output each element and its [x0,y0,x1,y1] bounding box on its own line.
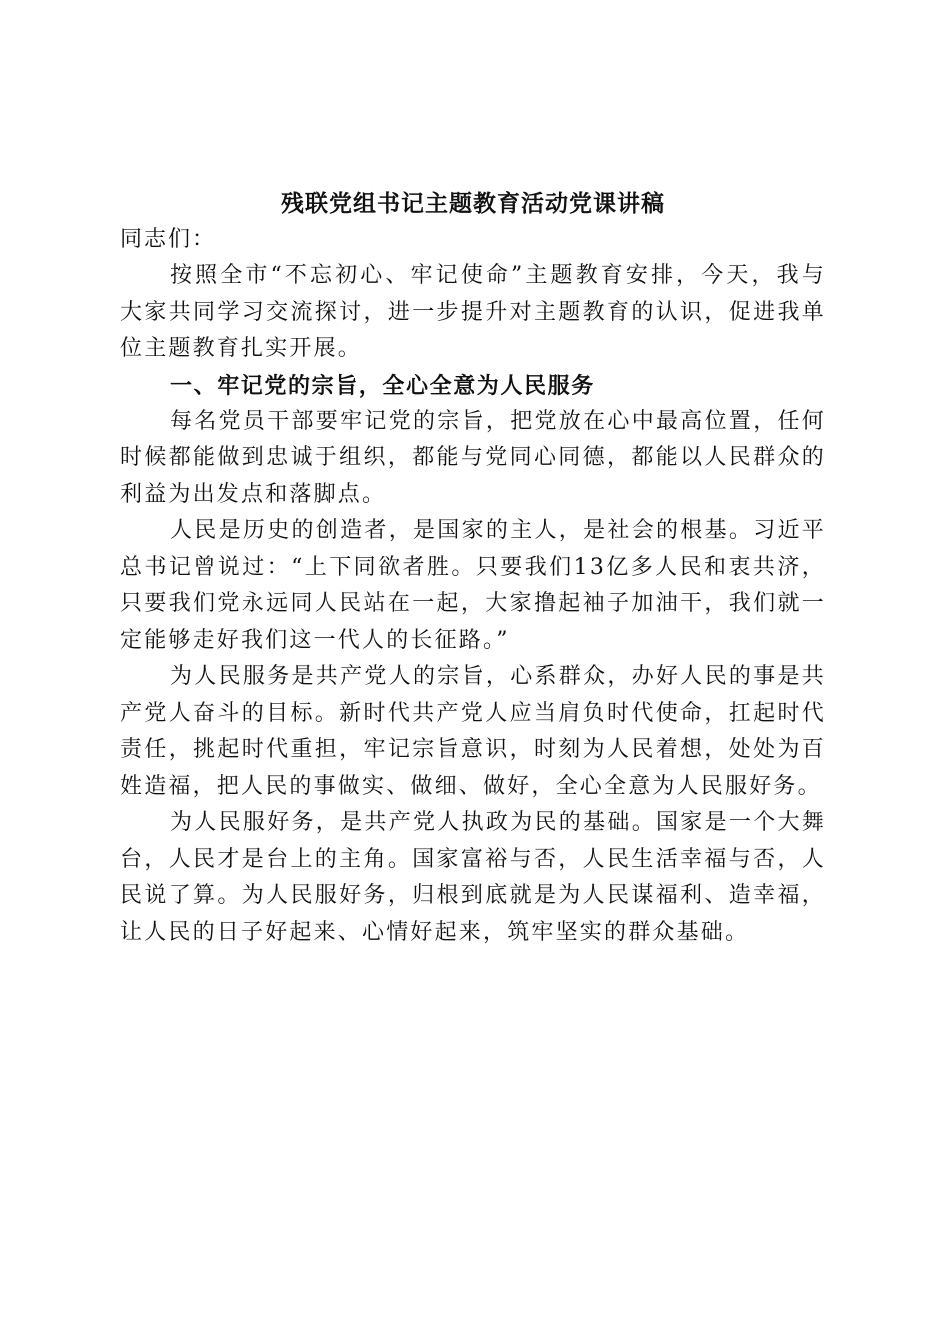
intro-paragraph: 按照全市“不忘初心、牢记使命”主题教育安排，今天，我与大家共同学习交流探讨，进一步提升对主题教育的认识，促进我单位主题教育扎实开展。 [120,263,826,361]
document-body [120,186,826,951]
body-paragraph: 为人民服好务，是共产党人执政为民的基础。国家是一个大舞台，人民才是台上的主角。国家富裕与否，人民生活幸福与否，人民说了算。为人民服好务，归根到底就是为人民谋福利、造幸福，让人民的日子好起来、心情好起来，筑牢坚实的群众基础。 [120,810,826,945]
body-paragraph: 为人民服务是共产党人的宗旨，心系群众，办好人民的事是共产党人奋斗的目标。新时代共产党人应当肩负时代使命，扛起时代责任，挑起时代重担，牢记宗旨意识，时刻为人民着想，处处为百姓造福，把人民的事做实、做细、做好，全心全意为人民服好务。 [120,664,826,799]
section-heading-1: 一、牢记党的宗旨，全心全意为人民服务 [170,372,595,399]
body-paragraph: 每名党员干部要牢记党的宗旨，把党放在心中最高位置，任何时候都能做到忠诚于组织，都能与党同心同德，都能以人民群众的利益为出发点和落脚点。 [120,408,826,507]
document-title: 残联党组书记主题教育活动党课讲稿 [281,190,665,217]
body-paragraph: 人民是历史的创造者，是国家的主人，是社会的根基。习近平总书记曾说过：“上下同欲者胜。只要我们13亿多人民和衷共济，只要我们党永远同人民站在一起，大家撸起袖子加油干，我们就一定能够走好我们这一代人的长征路。” [120,518,826,653]
salutation: 同志们： [120,227,217,252]
